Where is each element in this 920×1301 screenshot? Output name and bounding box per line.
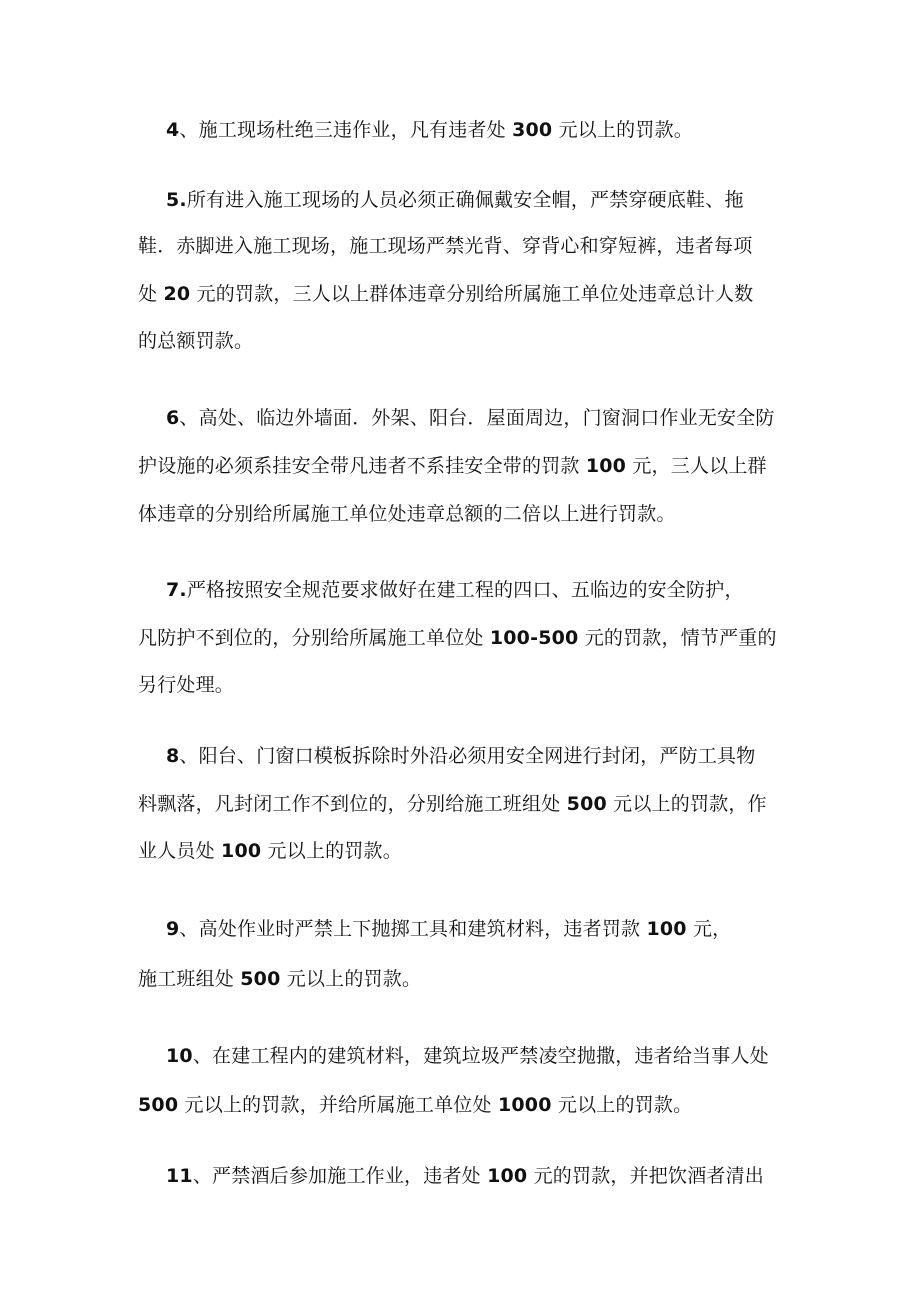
rule-10-line-1: 10、在建工程内的建筑材料，建筑垃圾严禁凌空抛撒，违者给当事人处 — [166, 1045, 769, 1067]
rule-8-line-3: 业人员处 100 元以上的罚款。 — [138, 840, 402, 862]
rule-4-line-1: 4、施工现场杜绝三违作业，凡有违者处 300 元以上的罚款。 — [166, 119, 693, 141]
rule-6-line-2: 护设施的必须系挂安全带凡违者不系挂安全带的罚款 100 元，三人以上群 — [138, 455, 767, 477]
rule-8-line-1: 8、阳台、门窗口模板拆除时外沿必须用安全网进行封闭，严防工具物 — [166, 745, 756, 767]
rule-7-line-3: 另行处理。 — [138, 674, 235, 696]
rule-5-line-1: 5.所有进入施工现场的人员必须正确佩戴安全帽，严禁穿硬底鞋、拖 — [166, 189, 744, 211]
rule-10-line-2: 500 元以上的罚款，并给所属施工单位处 1000 元以上的罚款。 — [138, 1094, 693, 1116]
rule-5-line-4: 的总额罚款。 — [138, 330, 254, 352]
rule-9-line-2: 施工班组处 500 元以上的罚款。 — [138, 968, 422, 990]
rule-11-line-1: 11、严禁酒后参加施工作业，违者处 100 元的罚款，并把饮酒者清出 — [166, 1165, 764, 1187]
rule-7-line-1: 7.严格按照安全规范要求做好在建工程的四口、五临边的安全防护， — [166, 579, 744, 601]
rule-9-line-1: 9、高处作业时严禁上下抛掷工具和建筑材料，违者罚款 100 元， — [166, 918, 732, 940]
rule-5-line-2: 鞋．赤脚进入施工现场，施工现场严禁光背、穿背心和穿短裤，违者每项 — [138, 235, 753, 257]
rule-7-line-2: 凡防护不到位的，分别给所属施工单位处 100-500 元的罚款，情节严重的 — [138, 627, 777, 649]
rule-5-line-3: 处 20 元的罚款，三人以上群体违章分别给所属施工单位处违章总计人数 — [138, 283, 754, 305]
rule-6-line-3: 体违章的分别给所属施工单位处违章总额的二倍以上进行罚款。 — [138, 503, 676, 525]
rule-6-line-1: 6、高处、临边外墙面．外架、阳台．屋面周边，门窗洞口作业无安全防 — [166, 407, 775, 429]
rule-8-line-2: 料飘落，凡封闭工作不到位的，分别给施工班组处 500 元以上的罚款，作 — [138, 793, 767, 815]
